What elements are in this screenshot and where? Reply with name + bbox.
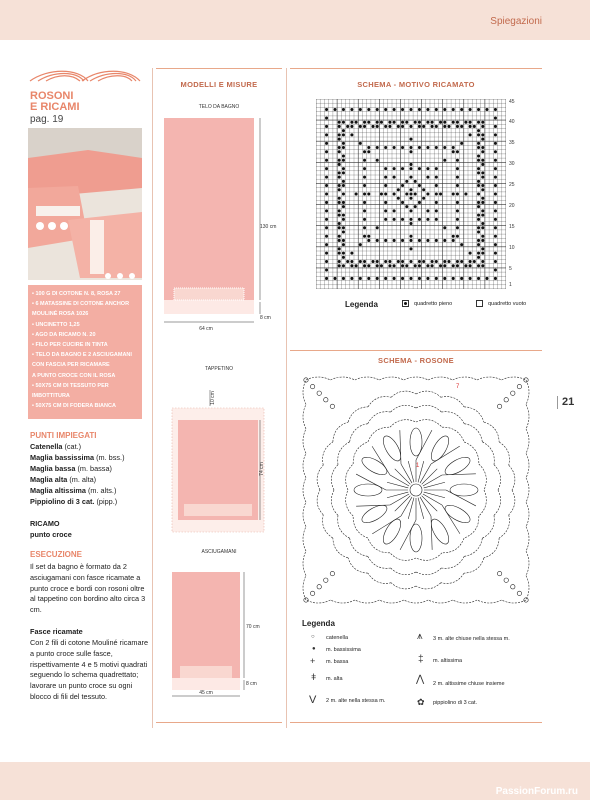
material-item: • AGO DA RICAMO N. 20 bbox=[32, 331, 96, 338]
grid-legend-title: Legenda bbox=[345, 300, 378, 309]
asciugamani-label: ASCIUGAMANI bbox=[201, 549, 237, 555]
esecuzione-text: Il set da bagno è formato da 2 asciugamani con fasce ricamate a punto croce e bordi con rosoni oltre al tappetino con bordino alto circa 3 cm. bbox=[30, 562, 146, 615]
ricamo-text: punto croce bbox=[30, 530, 72, 539]
ricamo-heading bbox=[30, 519, 60, 530]
ricamo-value bbox=[30, 530, 72, 541]
project-photo bbox=[28, 128, 142, 280]
schema-ricamato-title: SCHEMA - MOTIVO RICAMATO bbox=[357, 80, 475, 89]
models-title: MODELLI E MISURE bbox=[180, 80, 258, 89]
fasce-text: Con 2 fili di cotone Mouliné ricamare a punto croce sulle fasce, rispettivamente 4 e 5 motivi quadrati seguendo lo schema quadrettato; lavorare un punto croce su ogni blocco di fili del tessuto. bbox=[30, 638, 149, 701]
bassa-icon: + bbox=[310, 656, 316, 666]
fasce-title: Fasce ricamate bbox=[30, 627, 83, 636]
rule bbox=[156, 722, 282, 723]
legend-bassa: m. bassa bbox=[326, 659, 349, 665]
grid-axis bbox=[509, 99, 523, 289]
asciugamani-width: 45 cm bbox=[199, 690, 213, 696]
telo-height: 130 cm bbox=[260, 224, 277, 230]
watermark: PassionForum.ru bbox=[495, 786, 578, 797]
material-item: • 100 G DI COTONE N. 8, ROSA 27 bbox=[32, 291, 121, 297]
legend-three-alte: 3 m. alte chiuse nella stessa m. bbox=[433, 636, 510, 642]
section-tag: Spiegazioni bbox=[490, 16, 542, 27]
grid-legend-empty: quadretto vuoto bbox=[488, 301, 527, 307]
material-item: • UNCINETTO 1,25 bbox=[32, 321, 80, 328]
rule bbox=[290, 68, 542, 69]
stitch-name: Maglia alta bbox=[30, 475, 68, 484]
axis-label: 45 bbox=[509, 99, 515, 105]
material-item: • FILO PER CUCIRE IN TINTA bbox=[32, 342, 108, 349]
material-item: IMBOTTITURA bbox=[32, 393, 70, 400]
tappetino-top: 10 cm bbox=[210, 391, 216, 405]
stitch-abbr: (pipp.) bbox=[94, 497, 118, 506]
axis-label: 1 bbox=[509, 282, 512, 288]
axis-label: 25 bbox=[509, 182, 515, 188]
asciugamani-band: 8 cm bbox=[246, 681, 257, 687]
axis-label: 35 bbox=[509, 140, 515, 146]
material-item: A PUNTO CROCE CON IL ROSA bbox=[32, 372, 116, 379]
material-item: MOULINÉ ROSA 1026 bbox=[32, 311, 89, 318]
axis-label: 40 bbox=[509, 119, 515, 125]
schema-rosone-title: SCHEMA - ROSONE bbox=[378, 356, 454, 365]
project-title bbox=[30, 91, 80, 113]
stitch-item bbox=[30, 475, 96, 486]
stitch-name: Catenella bbox=[30, 442, 63, 451]
bassissima-icon: ● bbox=[312, 646, 316, 652]
stitch-name: Pippiolino di 3 cat. bbox=[30, 497, 95, 506]
legend-alta: m. alta bbox=[326, 676, 343, 682]
axis-label: 15 bbox=[509, 224, 515, 230]
material-item: • TELO DA BAGNO E 2 ASCIUGAMANI bbox=[32, 352, 132, 359]
rosone-legend-title: Legenda bbox=[302, 619, 335, 628]
axis-label: 10 bbox=[509, 245, 515, 251]
axis-label: 5 bbox=[509, 266, 512, 272]
grid-legend-filled: quadretto pieno bbox=[414, 301, 453, 307]
two-altissime-icon: ⋀ bbox=[416, 674, 425, 685]
wave-ornament bbox=[28, 66, 142, 82]
material-item: • 50X75 CM DI FODERA BIANCA bbox=[32, 403, 116, 410]
axis-label: 30 bbox=[509, 161, 515, 167]
page-number: 21 bbox=[557, 396, 574, 409]
material-item: • 50X75 CM DI TESSUTO PER bbox=[32, 382, 109, 389]
altissima-icon: ‡ bbox=[418, 654, 424, 665]
empty-square-icon bbox=[476, 300, 483, 307]
column-divider bbox=[152, 68, 153, 728]
telo-width: 64 cm bbox=[199, 326, 213, 332]
svg-text:7: 7 bbox=[456, 384, 460, 390]
three-alte-icon: ⩚ bbox=[417, 631, 423, 642]
asciugamani-diagram bbox=[156, 560, 282, 700]
stitch-abbr: (m. bassa) bbox=[75, 464, 112, 473]
ricamo-title: RICAMO bbox=[30, 519, 60, 528]
legend-bassissima: m. bassissima bbox=[326, 647, 361, 653]
title-line: ROSONI bbox=[30, 90, 74, 102]
stitch-abbr: (m. alta) bbox=[67, 475, 97, 484]
stitch-name: Maglia bassa bbox=[30, 464, 76, 473]
esecuzione-heading: ESECUZIONE bbox=[30, 550, 83, 559]
catenella-icon: ○ bbox=[311, 634, 315, 640]
pippiolino-icon: ✿ bbox=[417, 697, 425, 707]
fasce-heading bbox=[30, 627, 83, 638]
punti-heading: PUNTI IMPIEGATI bbox=[30, 431, 97, 440]
column-divider bbox=[286, 68, 287, 728]
stitch-item bbox=[30, 497, 117, 508]
material-item: • 6 MATASSINE DI COTONE ANCHOR bbox=[32, 301, 130, 308]
legend-two-altissime: 2 m. altissime chiuse insieme bbox=[433, 681, 505, 687]
materials-box bbox=[28, 285, 142, 419]
axis-label: 20 bbox=[509, 203, 515, 209]
legend-catenella: catenella bbox=[326, 635, 349, 641]
page-reference: pag. 19 bbox=[30, 114, 64, 125]
stitch-item bbox=[30, 453, 125, 464]
legend-two-alte: 2 m. alte nella stessa m. bbox=[326, 698, 386, 704]
rule bbox=[290, 350, 542, 351]
alta-icon: ǂ bbox=[311, 672, 317, 682]
stitch-item bbox=[30, 442, 81, 453]
cross-stitch-grid bbox=[316, 99, 506, 289]
legend-pippiolino: pippiolino di 3 cat. bbox=[433, 700, 478, 706]
tappetino-label: TAPPETINO bbox=[205, 366, 233, 372]
rule bbox=[156, 68, 282, 69]
stitch-abbr: (cat.) bbox=[62, 442, 82, 451]
stitch-item bbox=[30, 486, 116, 497]
asciugamani-height: 70 cm bbox=[246, 624, 260, 630]
two-alte-icon: V bbox=[309, 694, 317, 706]
title-line: E RICAMI bbox=[30, 101, 80, 113]
stitch-name: Maglia bassissima bbox=[30, 453, 95, 462]
tappetino-diagram bbox=[156, 376, 282, 536]
rule bbox=[290, 722, 542, 723]
material-item: CON FASCIA PER RICAMARE bbox=[32, 362, 110, 369]
telo-band: 8 cm bbox=[260, 315, 271, 321]
legend-altissima: m. altissima bbox=[433, 658, 463, 664]
svg-text:1: 1 bbox=[416, 463, 420, 469]
telo-label: TELO DA BAGNO bbox=[198, 104, 240, 110]
rosone-chart bbox=[296, 370, 536, 610]
stitch-abbr: (m. alts.) bbox=[85, 486, 117, 495]
stitch-item bbox=[30, 464, 112, 475]
filled-square-icon bbox=[402, 300, 409, 307]
stitch-name: Maglia altissima bbox=[30, 486, 86, 495]
stitch-abbr: (m. bss.) bbox=[94, 453, 125, 462]
tappetino-height: 74 cm bbox=[259, 462, 265, 476]
